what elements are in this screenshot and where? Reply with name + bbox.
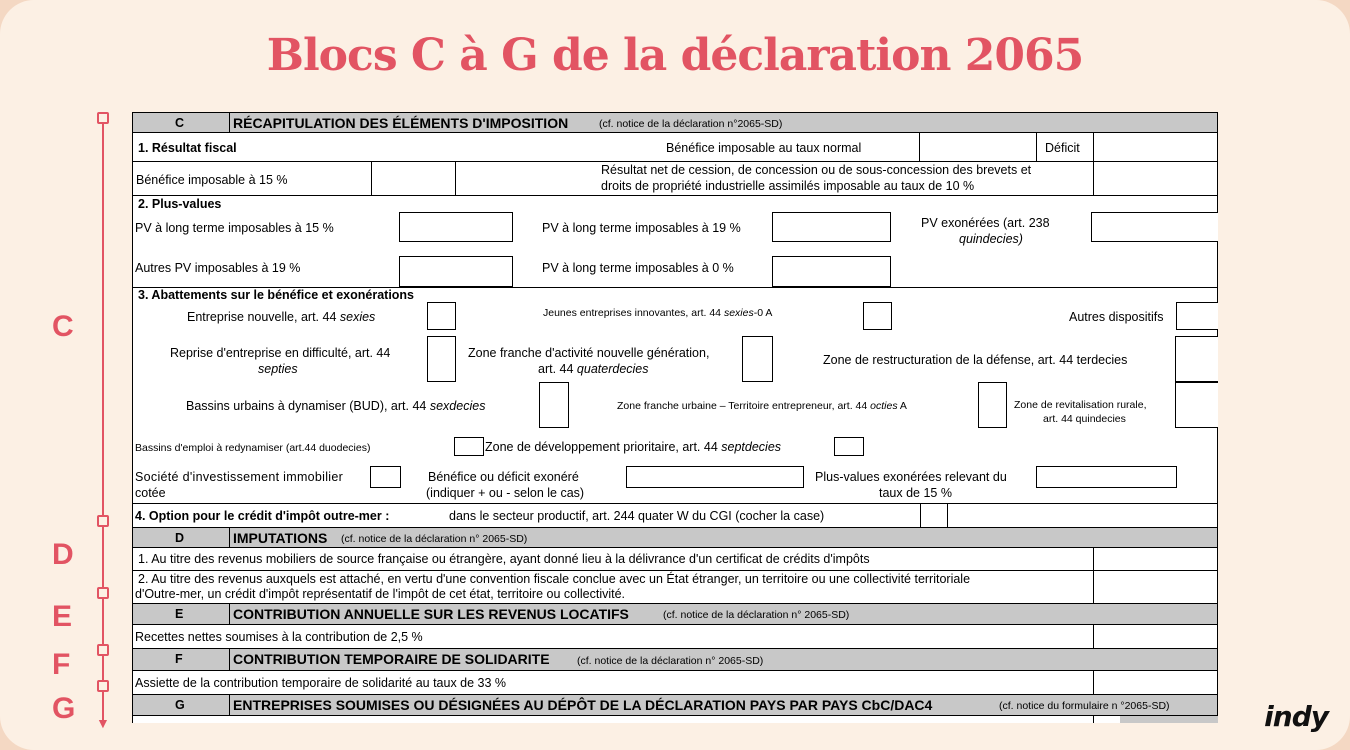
ab-zrd-label: Zone de restructuration de la défense, art. 44 terdecies (823, 353, 1128, 367)
row-label: 1. Au titre des revenus mobiliers de source française ou étrangère, ayant donné lieu à la délivrance d'un certificat de crédits d'impôts (138, 552, 870, 566)
ab-bde-label-2: (indiquer + ou - selon le cas) (426, 486, 585, 500)
pv-lt15-field[interactable] (399, 212, 513, 242)
pv-lt19-label: PV à long terme imposables à 19 % (542, 221, 741, 235)
ab-nouvelle-label: Entreprise nouvelle, art. 44 sexies (187, 310, 376, 324)
g-gray-cell (1120, 716, 1218, 723)
row-label: Bénéfice imposable à 15 % (136, 173, 288, 187)
ab-reprise-checkbox[interactable] (427, 336, 456, 382)
section-title: ENTREPRISES SOUMISES OU DÉSIGNÉES AU DÉPÔT DE LA DÉCLARATION PAYS PAR PAYS CbC/DAC4 (233, 697, 933, 713)
timeline-rail (102, 116, 104, 724)
ab-jei-checkbox[interactable] (863, 302, 892, 330)
ab-zrr-label-2: art. 44 quindecies (1043, 413, 1126, 425)
ab-bde-label: Bénéfice ou déficit exonéré (428, 470, 579, 484)
ab-zdp-label: Zone de développement prioritaire, art. 44 septdecies (485, 440, 782, 454)
ab-autres-field[interactable] (1176, 302, 1218, 330)
row-resultat-fiscal (132, 133, 1218, 162)
page-title: Blocs C à G de la déclaration 2065 (266, 30, 1084, 81)
section-letter: D (175, 531, 185, 545)
section-label-d: D (52, 538, 74, 571)
timeline-node-f-start (97, 644, 109, 656)
section-title: IMPUTATIONS (233, 530, 328, 546)
ab-pve-field[interactable] (1036, 466, 1177, 488)
ab-zfang-label-2: art. 44 quaterdecies (538, 362, 649, 376)
section-c-header (132, 113, 1218, 133)
benefice-normal-label: Bénéfice imposable au taux normal (666, 141, 862, 155)
timeline-node-g-start (97, 680, 109, 692)
pv-lt0-field[interactable] (772, 256, 891, 287)
ab-autres-label: Autres dispositifs (1069, 310, 1164, 324)
row-label: 2. Plus-values (138, 197, 222, 211)
section-letter: C (175, 116, 185, 130)
row-label: 2. Au titre des revenus auxquels est attaché, en vertu d'une convention fiscale conclue avec un État étranger, un territoire ou une collectivité territoriale (138, 572, 971, 586)
ab-sic-checkbox[interactable] (370, 466, 401, 488)
ab-zfang-checkbox[interactable] (742, 336, 773, 382)
section-note: (cf. notice de la déclaration n° 2065-SD) (577, 655, 764, 667)
section-note: (cf. notice de la déclaration n° 2065-SD) (341, 533, 528, 545)
section-label-g: G (52, 692, 76, 725)
ab-zdp-checkbox[interactable] (834, 437, 864, 456)
section-e-header (132, 604, 1218, 625)
pv-lt0-label: PV à long terme imposables à 0 % (542, 261, 734, 275)
row-d-1 (132, 548, 1218, 571)
section-note: (cf. notice du formulaire n °2065-SD) (999, 700, 1170, 712)
pv-exo-label: PV exonérées (art. 238 (921, 216, 1050, 230)
section-label-f: F (52, 648, 71, 681)
ab-bud-label: Bassins urbains à dynamiser (BUD), art. 44 sexdecies (186, 399, 486, 413)
row-abattements (132, 288, 1218, 504)
ab-zfu-label: Zone franche urbaine – Territoire entrepreneur, art. 44 octies A (617, 400, 907, 412)
ab-zfu-checkbox[interactable] (978, 382, 1007, 428)
row-outre-mer (132, 504, 1218, 528)
ab-zrr-label: Zone de revitalisation rurale, (1014, 399, 1147, 411)
pv-exo-label-2: quindecies) (959, 232, 1023, 246)
ab-pve-label: Plus-values exonérées relevant du (815, 470, 1007, 484)
row-label: Assiette de la contribution temporaire de solidarité au taux de 33 % (135, 676, 507, 690)
ab-nouvelle-checkbox[interactable] (427, 302, 456, 330)
section-f-header (132, 649, 1218, 671)
form-2065-excerpt (132, 112, 1218, 723)
section-letter: F (175, 652, 183, 666)
ab-bde-field[interactable] (626, 466, 804, 488)
timeline-node-d-start (97, 515, 109, 527)
brevets-label: Résultat net de cession, de concession ou de sous-concession des brevets et (601, 163, 1032, 177)
row-label-2: d'Outre-mer, un crédit d'impôt représentatif de l'impôt de cet état, territoire ou collectivité. (135, 587, 626, 601)
section-label-e: E (52, 600, 73, 633)
row-label: 3. Abattements sur le bénéfice et exonérations (138, 288, 415, 302)
pv-exo-field[interactable] (1091, 212, 1218, 242)
section-label-c: C (52, 310, 74, 343)
pv-autres19-label: Autres PV imposables à 19 % (135, 261, 301, 275)
section-title: RÉCAPITULATION DES ÉLÉMENTS D'IMPOSITION (233, 115, 569, 131)
ab-zfang-label: Zone franche d'activité nouvelle génération, (468, 346, 710, 360)
row-label: 4. Option pour le crédit d'impôt outre-mer : (135, 509, 390, 523)
row-f-1 (132, 671, 1218, 695)
row-d-2 (132, 571, 1218, 604)
row-g-1 (132, 716, 1218, 723)
row-label: Recettes nettes soumises à la contribution de 2,5 % (135, 630, 423, 644)
deficit-label: Déficit (1045, 141, 1080, 155)
section-title: CONTRIBUTION ANNUELLE SUR LES REVENUS LOCATIFS (233, 606, 629, 622)
indy-logo: indy (1264, 700, 1328, 733)
timeline-node-e-start (97, 587, 109, 599)
pv-lt15-label: PV à long terme imposables à 15 % (135, 221, 334, 235)
ab-pve-label-2: taux de 15 % (879, 486, 952, 500)
section-letter: E (175, 607, 184, 621)
row-e-1 (132, 625, 1218, 649)
section-letter: G (175, 698, 185, 712)
ab-bassins-checkbox[interactable] (454, 437, 484, 456)
ab-bud-checkbox[interactable] (539, 382, 569, 428)
ab-reprise-label-2: septies (258, 362, 298, 376)
ab-jei-label: Jeunes entreprises innovantes, art. 44 sexies-0 A (543, 307, 773, 319)
pv-autres19-field[interactable] (399, 256, 513, 287)
om-checkbox[interactable] (921, 504, 947, 527)
row-benefice-15 (132, 162, 1218, 196)
ab-sic-label: Société d'investissement immobilier (135, 470, 344, 484)
pv-lt19-field[interactable] (772, 212, 891, 242)
timeline-arrow-icon: ▼ (96, 715, 110, 731)
ab-zrd-field[interactable] (1175, 336, 1218, 382)
ab-reprise-label: Reprise d'entreprise en difficulté, art. 44 (170, 346, 391, 360)
section-title: CONTRIBUTION TEMPORAIRE DE SOLIDARITE (233, 651, 550, 667)
section-d-header (132, 528, 1218, 548)
section-note: (cf. notice de la déclaration n°2065-SD) (599, 118, 783, 130)
ab-bassins-label: Bassins d'emploi à redynamiser (art.44 duodecies) (135, 442, 371, 454)
om-text: dans le secteur productif, art. 244 quater W du CGI (cocher la case) (449, 509, 825, 523)
row-plus-values (132, 196, 1218, 288)
row-label: 1. Résultat fiscal (138, 141, 237, 155)
ab-zrr-field[interactable] (1175, 382, 1218, 428)
section-note: (cf. notice de la déclaration n° 2065-SD) (663, 609, 850, 621)
ab-sic-label-2: cotée (135, 486, 166, 500)
section-g-header (132, 695, 1218, 716)
timeline-node-c-start (97, 112, 109, 124)
brevets-label-2: droits de propriété industrielle assimilés imposable au taux de 10 % (601, 179, 975, 193)
